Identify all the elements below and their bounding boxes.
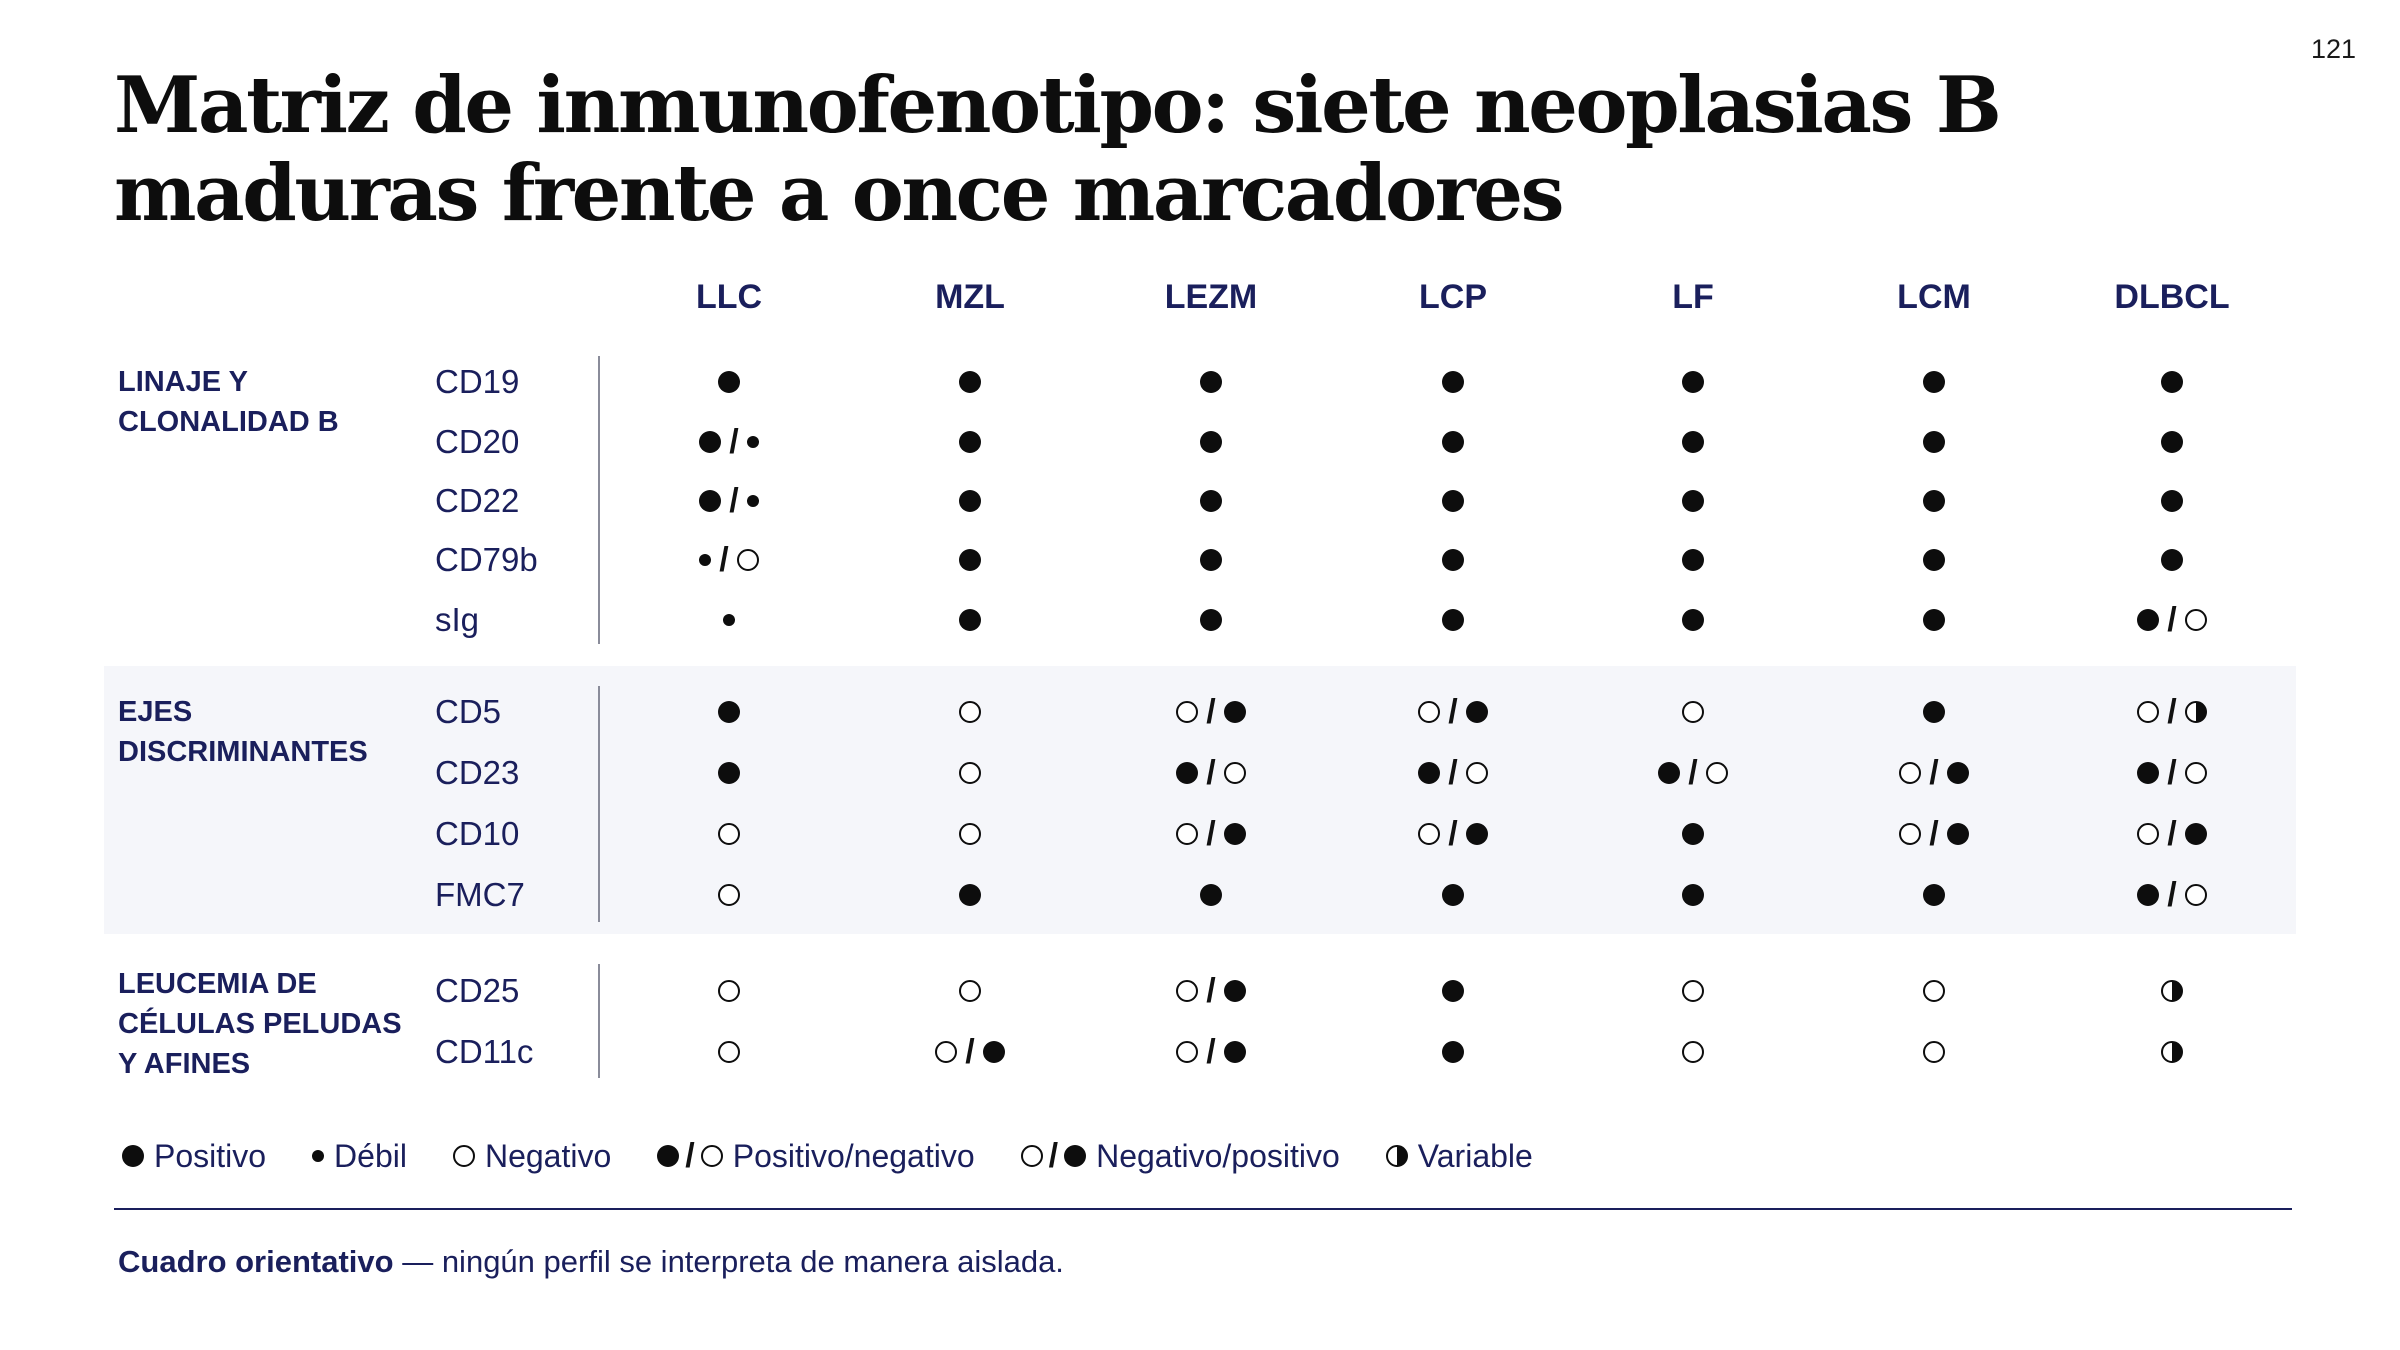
slash-separator: /	[1048, 1137, 1059, 1175]
negative-icon	[2185, 884, 2207, 906]
matrix-cell	[629, 814, 829, 854]
negative-icon	[1176, 823, 1198, 845]
slash-separator: /	[1929, 815, 1939, 853]
positive-icon	[983, 1041, 1005, 1063]
positive-icon	[1442, 431, 1464, 453]
matrix-cell	[2072, 540, 2272, 580]
positive-icon	[699, 431, 721, 453]
positive-icon	[2161, 549, 2183, 571]
positive-icon	[1658, 762, 1680, 784]
marker-label: sIg	[435, 601, 480, 638]
group-divider-line	[598, 356, 600, 644]
matrix-cell	[870, 362, 1070, 402]
matrix-cell	[1593, 540, 1793, 580]
matrix-cell	[1353, 1032, 1553, 1072]
footnote	[118, 1244, 1064, 1280]
matrix-cell	[1834, 971, 2034, 1011]
matrix-cell	[629, 362, 829, 402]
footnote-strong: Cuadro orientativo	[118, 1244, 394, 1279]
slash-separator: /	[2167, 601, 2177, 639]
column-header: LF	[1672, 278, 1714, 316]
matrix-cell	[1593, 600, 1793, 640]
marker-label: CD10	[435, 815, 520, 852]
legend-label: Positivo/negativo	[732, 1137, 975, 1174]
marker-label: CD20	[435, 423, 520, 460]
matrix-cell	[2072, 1032, 2272, 1072]
negative-icon	[718, 980, 740, 1002]
matrix-cell	[1111, 971, 1311, 1011]
legend-item	[122, 1138, 266, 1175]
positive-icon	[959, 371, 981, 393]
positive-icon	[1923, 549, 1945, 571]
matrix-cell	[1111, 540, 1311, 580]
legend-symbol	[657, 1136, 722, 1176]
negative-icon	[1021, 1145, 1043, 1167]
marker-label: CD11c	[435, 1033, 534, 1070]
positive-icon	[1947, 762, 1969, 784]
matrix-cell	[629, 692, 829, 732]
negative-icon	[1899, 823, 1921, 845]
matrix-cell	[1593, 971, 1793, 1011]
marker-label: CD5	[435, 693, 502, 730]
matrix-cell	[1111, 875, 1311, 915]
matrix-cell	[1834, 540, 2034, 580]
legend	[122, 1136, 1579, 1176]
group-divider-line	[598, 686, 600, 922]
negative-icon	[718, 823, 740, 845]
matrix-cell	[1111, 1032, 1311, 1072]
negative-icon	[718, 1041, 740, 1063]
positive-icon	[1176, 762, 1198, 784]
legend-label: Variable	[1417, 1137, 1533, 1174]
slash-separator: /	[1206, 1033, 1216, 1071]
positive-icon	[718, 762, 740, 784]
matrix-cell	[870, 814, 1070, 854]
column-header: DLBCL	[2114, 278, 2230, 316]
matrix-cell	[1593, 422, 1793, 462]
matrix-cell	[870, 753, 1070, 793]
matrix-cell	[1834, 422, 2034, 462]
matrix-cell	[1111, 692, 1311, 732]
slash-separator: /	[729, 482, 739, 520]
negative-icon	[1923, 980, 1945, 1002]
slash-separator: /	[1448, 815, 1458, 853]
positive-icon	[959, 431, 981, 453]
variable-icon	[2161, 980, 2183, 1002]
positive-icon	[2161, 490, 2183, 512]
matrix-cell	[1111, 481, 1311, 521]
positive-icon	[1442, 609, 1464, 631]
marker-label: CD22	[435, 482, 520, 519]
slash-separator: /	[1206, 754, 1216, 792]
slash-separator: /	[719, 541, 729, 579]
matrix-cell	[1111, 600, 1311, 640]
matrix-cell	[629, 875, 829, 915]
negative-icon	[959, 762, 981, 784]
matrix-cell	[1834, 814, 2034, 854]
negative-icon	[1706, 762, 1728, 784]
matrix-cell	[1834, 1032, 2034, 1072]
matrix-cell	[2072, 814, 2272, 854]
positive-icon	[959, 884, 981, 906]
matrix-cell	[1834, 362, 2034, 402]
positive-icon	[2137, 762, 2159, 784]
legend-item	[1021, 1136, 1340, 1176]
matrix-cell	[1593, 362, 1793, 402]
matrix-cell	[2072, 692, 2272, 732]
matrix-cell	[1353, 422, 1553, 462]
legend-symbol	[1386, 1145, 1408, 1167]
matrix-cell	[870, 971, 1070, 1011]
positive-icon	[122, 1145, 144, 1167]
matrix-cell	[1353, 540, 1553, 580]
matrix-cell	[629, 422, 829, 462]
matrix-cell	[1593, 753, 1793, 793]
positive-icon	[718, 371, 740, 393]
matrix-cell	[2072, 362, 2272, 402]
variable-icon	[2161, 1041, 2183, 1063]
matrix-cell	[1353, 692, 1553, 732]
positive-icon	[1682, 823, 1704, 845]
divider-rule	[114, 1208, 2292, 1210]
negative-icon	[2185, 609, 2207, 631]
matrix-cell	[1111, 422, 1311, 462]
matrix-cell	[2072, 422, 2272, 462]
positive-icon	[1442, 884, 1464, 906]
negative-icon	[1176, 701, 1198, 723]
matrix-cell	[1593, 1032, 1793, 1072]
legend-symbol	[122, 1145, 144, 1167]
legend-label: Débil	[334, 1137, 407, 1174]
negative-icon	[1176, 1041, 1198, 1063]
negative-icon	[959, 823, 981, 845]
column-header: LCM	[1897, 278, 1971, 316]
matrix-cell	[1834, 875, 2034, 915]
marker-label: FMC7	[435, 876, 525, 913]
group-label: LEUCEMIA DE CÉLULAS PELUDAS Y AFINES	[118, 968, 402, 1080]
matrix-cell	[1353, 362, 1553, 402]
positive-icon	[959, 490, 981, 512]
positive-icon	[1923, 490, 1945, 512]
slash-separator: /	[1206, 972, 1216, 1010]
group-label: EJES DISCRIMINANTES	[118, 696, 368, 768]
positive-icon	[1064, 1145, 1086, 1167]
negative-icon	[718, 884, 740, 906]
matrix-cell	[1353, 753, 1553, 793]
matrix-cell	[870, 875, 1070, 915]
legend-label: Negativo	[484, 1137, 612, 1174]
positive-icon	[1442, 1041, 1464, 1063]
negative-icon	[1466, 762, 1488, 784]
slide-title: Matriz de inmunofenotipo: siete neoplasias B maduras frente a once marcadores	[114, 60, 2000, 239]
matrix-cell	[1834, 692, 2034, 732]
matrix-cell	[870, 481, 1070, 521]
positive-icon	[959, 549, 981, 571]
slash-separator: /	[2167, 876, 2177, 914]
matrix-cell	[1593, 481, 1793, 521]
negative-icon	[1923, 1041, 1945, 1063]
positive-icon	[1442, 371, 1464, 393]
matrix-cell	[2072, 875, 2272, 915]
matrix-cell	[1593, 875, 1793, 915]
positive-icon	[1923, 609, 1945, 631]
matrix-cell	[1834, 753, 2034, 793]
positive-icon	[699, 490, 721, 512]
negative-icon	[1176, 980, 1198, 1002]
negative-icon	[701, 1145, 723, 1167]
positive-icon	[2161, 371, 2183, 393]
positive-icon	[1947, 823, 1969, 845]
positive-icon	[2185, 823, 2207, 845]
matrix-cell	[1111, 814, 1311, 854]
positive-icon	[657, 1145, 679, 1167]
positive-icon	[1200, 431, 1222, 453]
positive-icon	[1923, 371, 1945, 393]
negative-icon	[1682, 980, 1704, 1002]
matrix-cell	[870, 422, 1070, 462]
matrix-cell	[1353, 814, 1553, 854]
matrix-cell	[1353, 875, 1553, 915]
positive-icon	[1923, 884, 1945, 906]
legend-symbol	[453, 1145, 475, 1167]
slash-separator: /	[1206, 815, 1216, 853]
legend-symbol	[312, 1150, 324, 1162]
positive-icon	[1224, 823, 1246, 845]
matrix-cell	[870, 540, 1070, 580]
matrix-cell	[1834, 481, 2034, 521]
positive-icon	[1442, 490, 1464, 512]
slash-separator: /	[729, 423, 739, 461]
matrix-cell	[1593, 814, 1793, 854]
marker-label: CD79b	[435, 541, 538, 578]
slash-separator: /	[685, 1137, 695, 1175]
matrix-cell	[2072, 753, 2272, 793]
legend-symbol	[1021, 1136, 1086, 1176]
negative-icon	[737, 549, 759, 571]
variable-icon	[2185, 701, 2207, 723]
matrix-cell	[1593, 692, 1793, 732]
variable-icon	[1386, 1145, 1408, 1167]
matrix-cell	[629, 753, 829, 793]
positive-icon	[1682, 549, 1704, 571]
matrix-cell	[870, 692, 1070, 732]
negative-icon	[935, 1041, 957, 1063]
slash-separator: /	[1448, 693, 1458, 731]
weak-icon	[699, 554, 711, 566]
matrix-cell	[629, 481, 829, 521]
negative-icon	[1899, 762, 1921, 784]
positive-icon	[1466, 701, 1488, 723]
negative-icon	[1418, 823, 1440, 845]
positive-icon	[1418, 762, 1440, 784]
negative-icon	[959, 701, 981, 723]
slash-separator: /	[2167, 815, 2177, 853]
positive-icon	[1442, 549, 1464, 571]
page-number: 121	[2310, 34, 2356, 64]
matrix-cell	[1834, 600, 2034, 640]
positive-icon	[1682, 609, 1704, 631]
legend-label: Negativo/positivo	[1096, 1137, 1340, 1174]
positive-icon	[2137, 609, 2159, 631]
positive-icon	[1224, 701, 1246, 723]
matrix-cell	[1353, 481, 1553, 521]
positive-icon	[718, 701, 740, 723]
negative-icon	[2137, 701, 2159, 723]
slash-separator: /	[1929, 754, 1939, 792]
negative-icon	[2185, 762, 2207, 784]
matrix-cell	[1353, 600, 1553, 640]
matrix-cell	[1353, 971, 1553, 1011]
slash-separator: /	[1206, 693, 1216, 731]
column-header: LLC	[695, 278, 763, 316]
weak-icon	[312, 1150, 324, 1162]
matrix-cell	[870, 600, 1070, 640]
legend-item	[657, 1136, 974, 1176]
matrix-cell	[1111, 362, 1311, 402]
positive-icon	[1200, 371, 1222, 393]
legend-item	[453, 1138, 611, 1175]
marker-label: CD23	[435, 754, 520, 791]
marker-label: CD19	[435, 363, 520, 400]
column-header: LEZM	[1164, 278, 1258, 316]
positive-icon	[1442, 980, 1464, 1002]
positive-icon	[2161, 431, 2183, 453]
slash-separator: /	[2167, 693, 2177, 731]
positive-icon	[1923, 431, 1945, 453]
slash-separator: /	[1448, 754, 1458, 792]
legend-label: Positivo	[154, 1137, 267, 1174]
negative-icon	[1682, 1041, 1704, 1063]
positive-icon	[1200, 609, 1222, 631]
slash-separator: /	[965, 1033, 975, 1071]
positive-icon	[1923, 701, 1945, 723]
group-label: LINAJE Y CLONALIDAD B	[118, 366, 339, 438]
positive-icon	[1224, 1041, 1246, 1063]
slash-separator: /	[1688, 754, 1698, 792]
weak-icon	[747, 495, 759, 507]
column-header: LCP	[1419, 278, 1487, 316]
positive-icon	[1200, 490, 1222, 512]
positive-icon	[1466, 823, 1488, 845]
negative-icon	[1224, 762, 1246, 784]
negative-icon	[2137, 823, 2159, 845]
column-header: MZL	[935, 278, 1005, 316]
marker-label: CD25	[435, 972, 520, 1009]
negative-icon	[959, 980, 981, 1002]
negative-icon	[1682, 701, 1704, 723]
weak-icon	[747, 436, 759, 448]
positive-icon	[1682, 490, 1704, 512]
positive-icon	[2137, 884, 2159, 906]
positive-icon	[1224, 980, 1246, 1002]
positive-icon	[1682, 371, 1704, 393]
footnote-text: — ningún perfil se interpreta de manera aislada.	[393, 1244, 1064, 1279]
matrix-cell	[629, 540, 829, 580]
positive-icon	[1682, 431, 1704, 453]
matrix-cell	[870, 1032, 1070, 1072]
positive-icon	[1682, 884, 1704, 906]
matrix-cell	[2072, 481, 2272, 521]
positive-icon	[1200, 549, 1222, 571]
group-divider-line	[598, 964, 600, 1078]
matrix-cell	[629, 600, 829, 640]
negative-icon	[1418, 701, 1440, 723]
matrix-cell	[629, 971, 829, 1011]
legend-item	[1386, 1138, 1533, 1175]
slash-separator: /	[2167, 754, 2177, 792]
matrix-cell	[2072, 600, 2272, 640]
weak-icon	[723, 614, 735, 626]
negative-icon	[453, 1145, 475, 1167]
matrix-cell	[1111, 753, 1311, 793]
legend-item	[312, 1138, 407, 1175]
matrix-cell	[629, 1032, 829, 1072]
positive-icon	[1200, 884, 1222, 906]
matrix-cell	[2072, 971, 2272, 1011]
positive-icon	[959, 609, 981, 631]
